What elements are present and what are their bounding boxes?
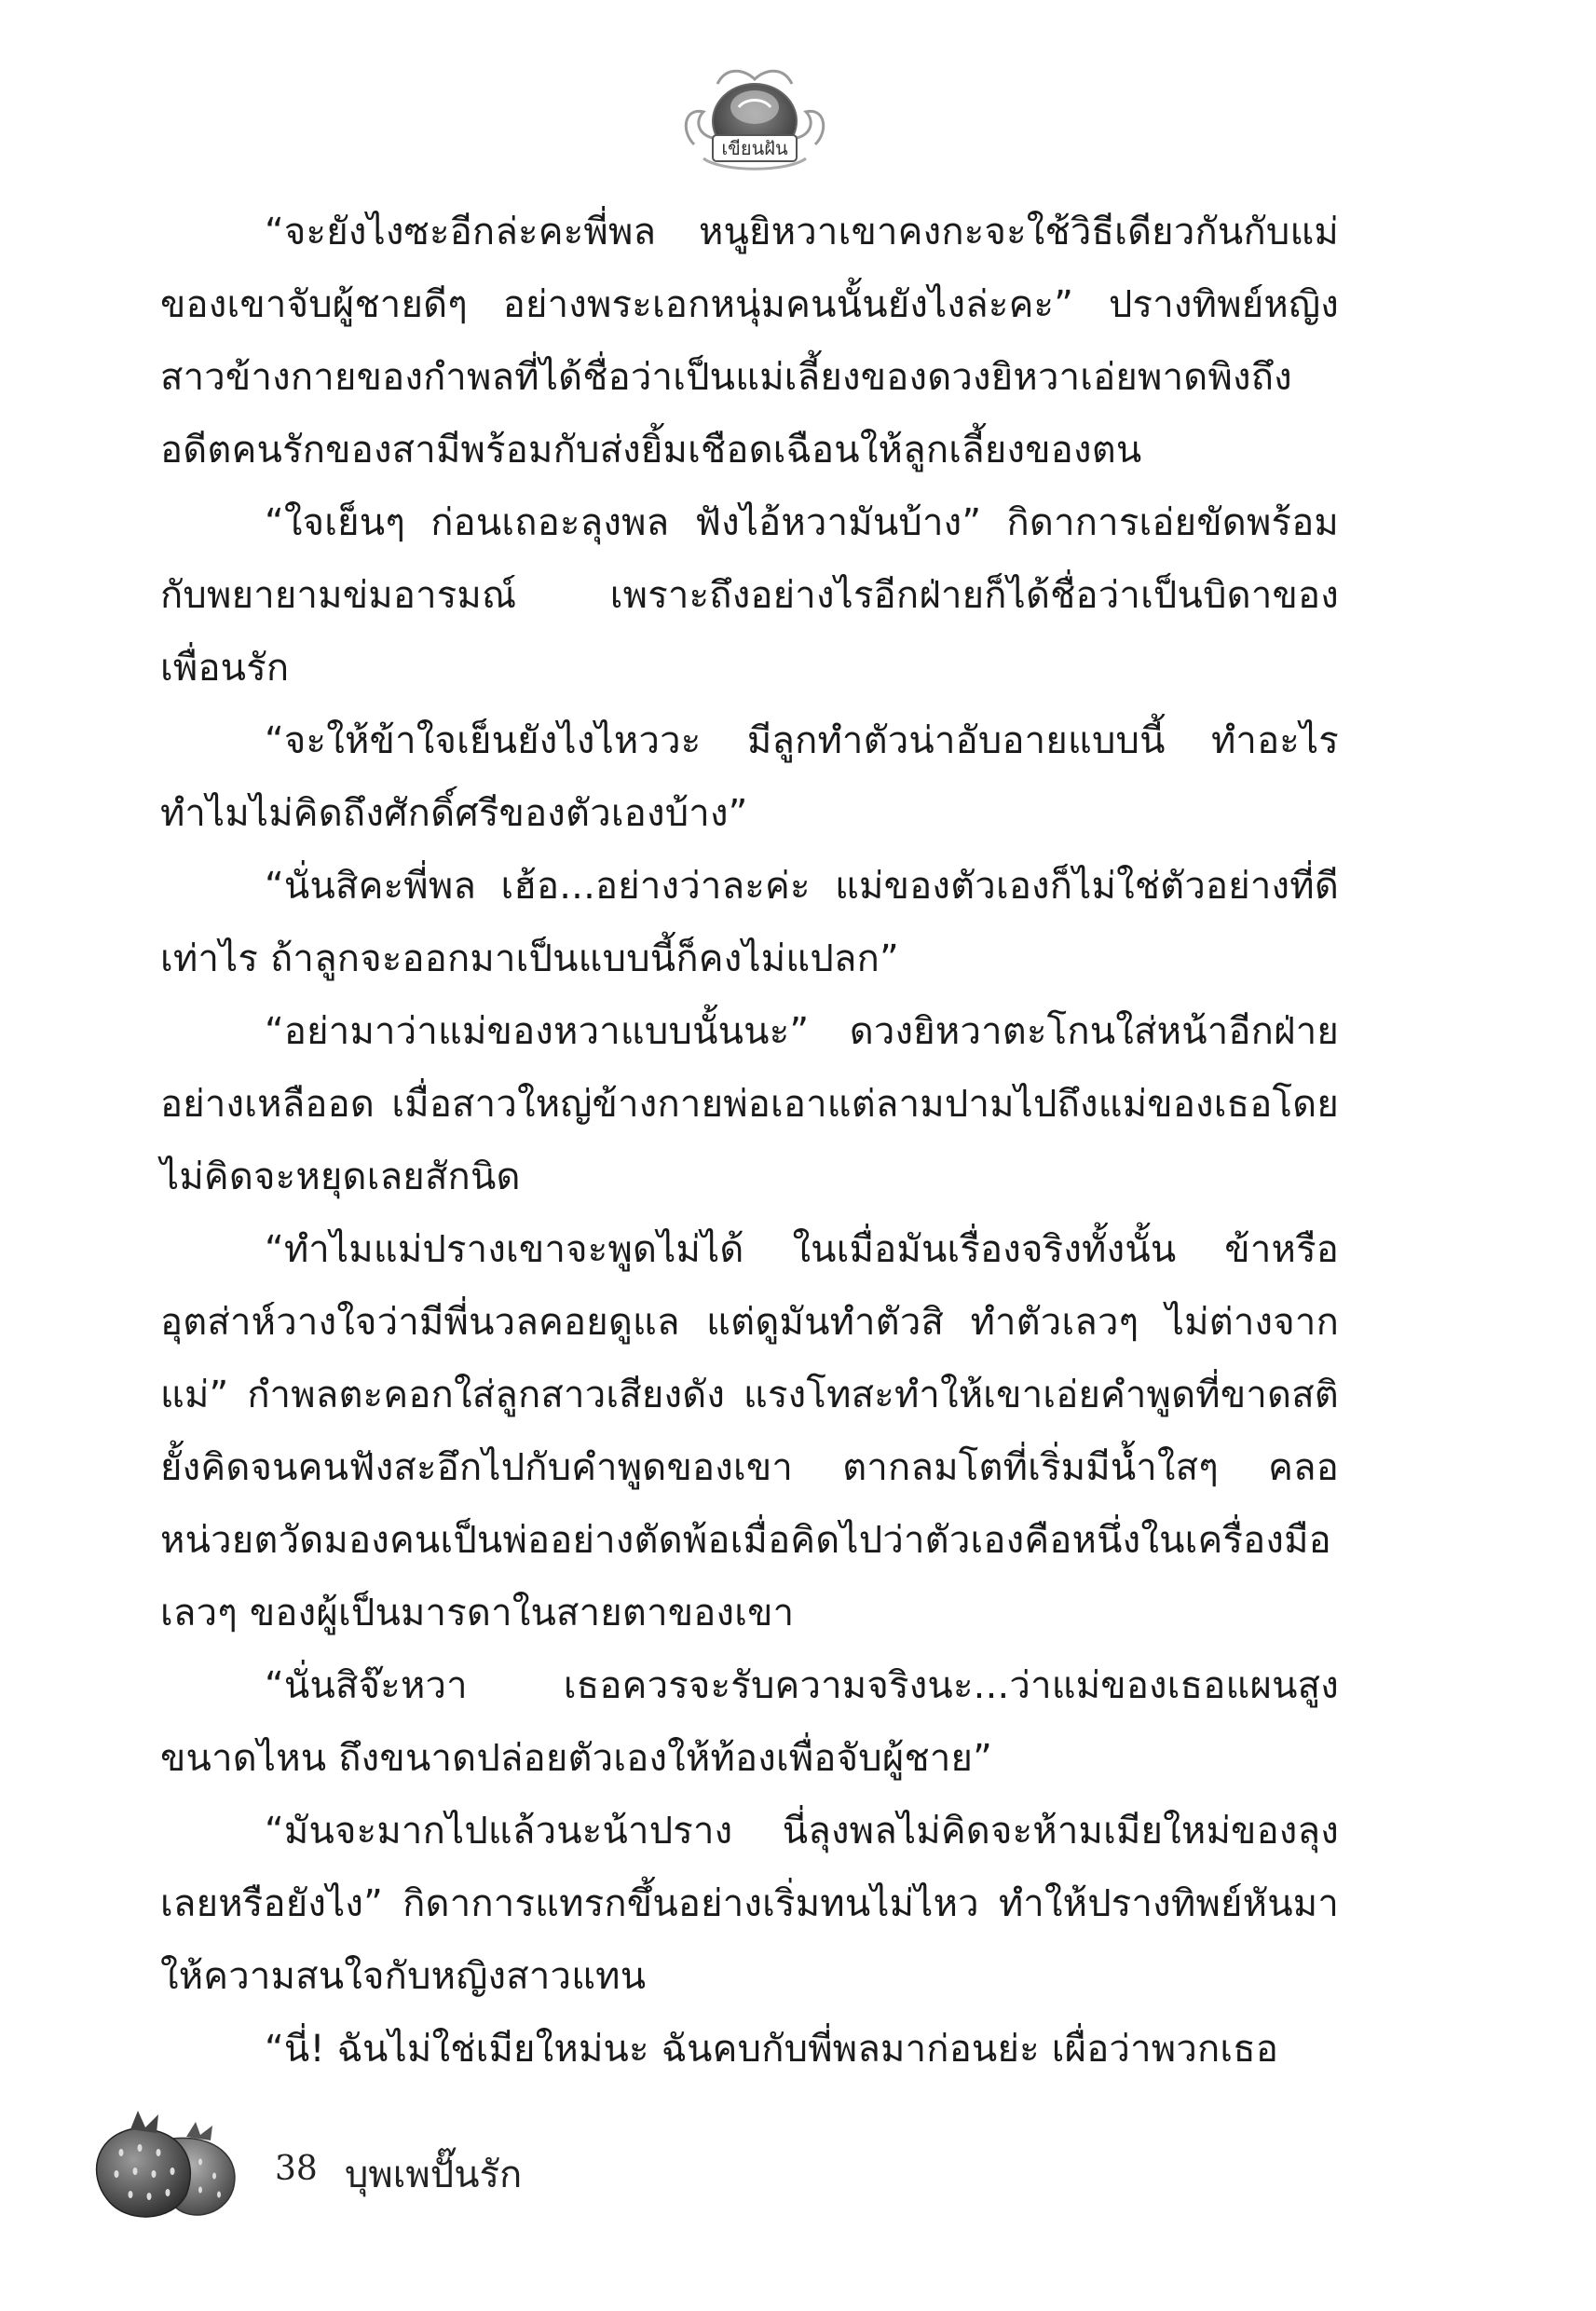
header-logo: [675, 56, 834, 186]
paragraph: “ใจเย็นๆ ก่อนเถอะลุงพล ฟังไอ้หวามันบ้าง” กิดาการเอ่ยขัดพร้อมกับพยายามข่มอารมณ์ เพราะถึงอย่างไรอีกฝ่ายก็ได้ชื่อว่าเป็นบิดาของเพื่อนรัก: [160, 501, 1339, 690]
paragraph: “นั่นสิคะพี่พล เฮ้อ...อย่างว่าละค่ะ แม่ของตัวเองก็ไม่ใช่ตัวอย่างที่ดีเท่าไร ถ้าลูกจะออกมาเป็นแบบนี้ก็คงไม่แปลก”: [160, 865, 1339, 980]
body-text: [160, 196, 1339, 2085]
logo-text: เขียนฝัน: [721, 137, 788, 159]
paragraph: “นี่! ฉันไม่ใช่เมียใหม่นะ ฉันคบกับพี่พลมาก่อนย่ะ เผื่อว่าพวกเธอ: [265, 2028, 1279, 2071]
page-number: 38: [275, 2150, 318, 2188]
book-title: บุพเพปั๊นรัก: [345, 2154, 523, 2196]
strawberries-icon: [84, 2101, 247, 2227]
paragraph: “อย่ามาว่าแม่ของหวาแบบนั้นนะ” ดวงยิหวาตะโกนใส่หน้าอีกฝ่ายอย่างเหลืออด เมื่อสาวใหญ่ข้างกายพ่อเอาแต่ลามปามไปถึงแม่ของเธอโดยไม่คิดจะหยุดเลยสักนิด: [160, 1010, 1339, 1198]
paragraph: “ทำไมแม่ปรางเขาจะพูดไม่ได้ ในเมื่อมันเรื่องจริงทั้งนั้น ข้าหรืออุตส่าห์วางใจว่ามีพี่นวลคอยดูแล แต่ดูมันทำตัวสิ ทำตัวเลวๆ ไม่ต่างจากแม่” กำพลตะคอกใส่ลูกสาวเสียงดัง แรงโทสะทำให้เขาเอ่ยคำพูดที่ขาดสติยั้งคิดจนคนฟังสะอึกไปกับคำพูดของเขา ตากลมโตที่เริ่มมีน้ำใสๆ คลอหน่วยตวัดมองคนเป็นพ่ออย่างตัดพ้อเมื่อคิดไปว่าตัวเองคือหนึ่งในเครื่องมือเลวๆ ของผู้เป็นมารดาในสายตาของเขา: [160, 1228, 1339, 1634]
ornamental-emblem-icon: [675, 56, 834, 186]
paragraph: “นั่นสิจ๊ะหวา เธอควรจะรับความจริงนะ...ว่าแม่ของเธอแผนสูงขนาดไหน ถึงขนาดปล่อยตัวเองให้ท้องเพื่อจับผู้ชาย”: [160, 1664, 1339, 1780]
page-footer: [84, 2101, 736, 2232]
paragraph: “มันจะมากไปแล้วนะน้าปราง นี่ลุงพลไม่คิดจะห้ามเมียใหม่ของลุงเลยหรือยังไง” กิดาการแทรกขึ้นอย่างเริ่มทนไม่ไหว ทำให้ปรางทิพย์หันมาให้ความสนใจกับหญิงสาวแทน: [160, 1810, 1339, 1998]
paragraph: “จะยังไงซะอีกล่ะคะพี่พล หนูยิหวาเขาคงกะจะใช้วิธีเดียวกันกับแม่ของเขาจับผู้ชายดีๆ อย่างพระเอกหนุ่มคนนั้นยังไงล่ะคะ” ปรางทิพย์หญิงสาวข้างกายของกำพลที่ได้ชื่อว่าเป็นแม่เลี้ยงของดวงยิหวาเอ่ยพาดพิงถึงอดีตคนรักของสามีพร้อมกับส่งยิ้มเชือดเฉือนให้ลูกเลี้ยงของตน: [160, 211, 1339, 472]
paragraph: “จะให้ข้าใจเย็นยังไงไหววะ มีลูกทำตัวน่าอับอายแบบนี้ ทำอะไรทำไมไม่คิดถึงศักดิ์ศรีของตัวเองบ้าง”: [160, 719, 1339, 835]
